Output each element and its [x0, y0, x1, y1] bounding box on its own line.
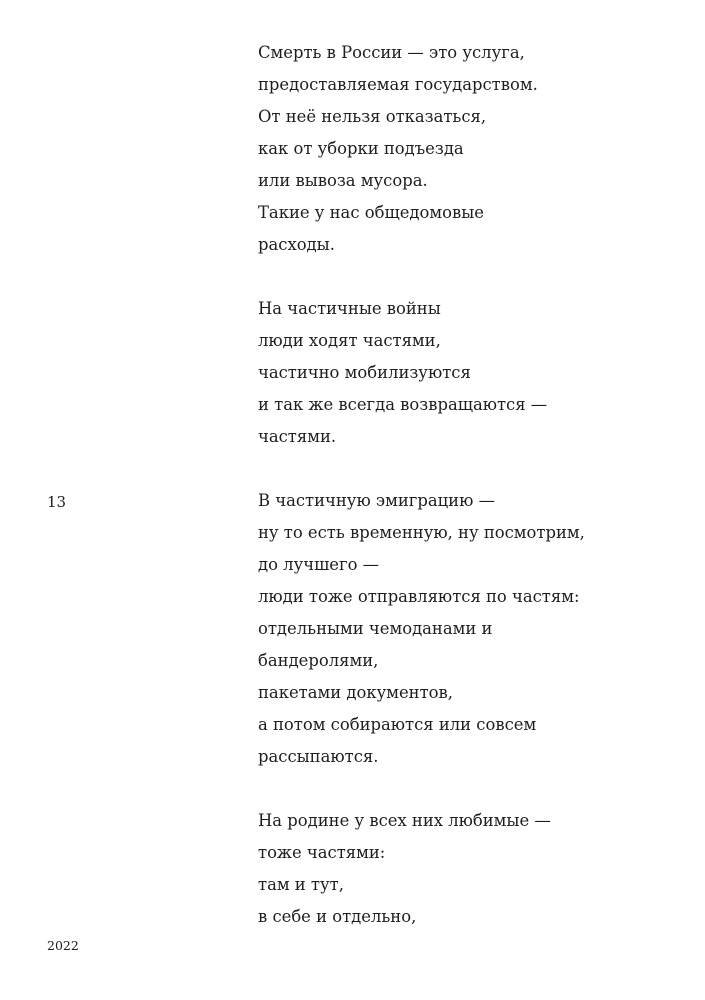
- poem-line: частично мобилизуются: [258, 363, 471, 382]
- poem-line: люди тоже отправляются по частям:: [258, 587, 580, 606]
- poem-line: и так же всегда возвращаются —: [258, 395, 548, 414]
- poem-line: а потом собираются или совсем: [258, 715, 537, 734]
- stanza-break: [258, 773, 688, 805]
- stanza-3: [258, 485, 688, 773]
- poem-line: От неё нельзя отказаться,: [258, 107, 487, 126]
- stanza-2: [258, 293, 688, 453]
- poem-line: расходы.: [258, 235, 335, 254]
- page-number: 13: [47, 493, 67, 511]
- stanza-break: [258, 453, 688, 485]
- poem-line: На родине у всех них любимые —: [258, 811, 551, 830]
- footer-year: 2022: [47, 938, 79, 953]
- poem-line: тоже частями:: [258, 843, 386, 862]
- poem-line: ну то есть временную, ну посмотрим,: [258, 523, 585, 542]
- poem-line: рассыпаются.: [258, 747, 379, 766]
- stanza-4: [258, 805, 688, 933]
- poem-line: отдельными чемоданами и: [258, 619, 493, 638]
- poem-text: [258, 37, 688, 933]
- poem-line: или вывоза мусора.: [258, 171, 428, 190]
- poem-line: до лучшего —: [258, 555, 380, 574]
- poem-line: как от уборки подъезда: [258, 139, 464, 158]
- poem-line: бандеролями,: [258, 651, 379, 670]
- poem-line: пакетами документов,: [258, 683, 453, 702]
- poem-line: В частичную эмиграцию —: [258, 491, 495, 510]
- poem-line: в себе и отдельно,: [258, 907, 417, 926]
- stanza-break: [258, 261, 688, 293]
- poem-line: там и тут,: [258, 875, 344, 894]
- poem-line: частями.: [258, 427, 337, 446]
- poem-line: Смерть в России — это услуга,: [258, 43, 525, 62]
- stanza-1: [258, 37, 688, 261]
- poem-line: предоставляемая государством.: [258, 75, 538, 94]
- poem-line: люди ходят частями,: [258, 331, 441, 350]
- poem-line: Такие у нас общедомовые: [258, 203, 484, 222]
- poem-line: На частичные войны: [258, 299, 441, 318]
